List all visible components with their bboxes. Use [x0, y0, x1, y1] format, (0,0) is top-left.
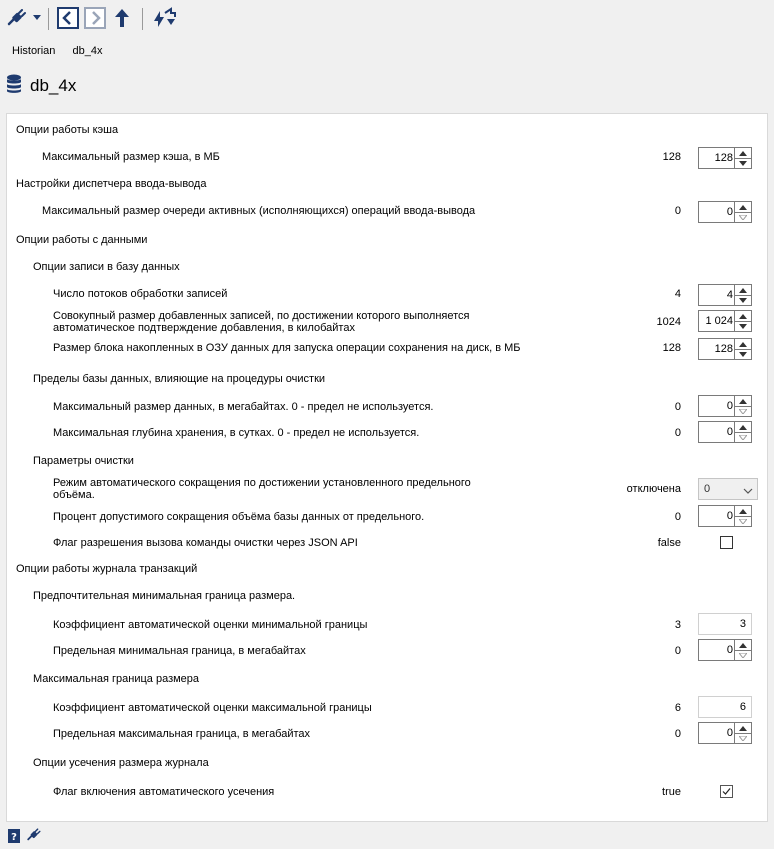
setting-current-value: 0	[674, 205, 681, 217]
setting-current-value: 0	[674, 728, 681, 740]
spin-arrows	[734, 640, 751, 660]
setting-label: Флаг включения автоматического усечения	[53, 786, 275, 798]
cache-size-spinbox[interactable]	[698, 147, 752, 169]
setting-current-value: 1024	[656, 316, 681, 328]
status-bar	[0, 824, 774, 849]
spin-down-icon[interactable]	[735, 295, 751, 305]
arrow-right-icon[interactable]	[82, 6, 108, 30]
setting-label: Флаг разрешения вызова команды очистки через JSON API	[53, 537, 358, 549]
chevron-down-icon[interactable]	[743, 485, 753, 497]
setting-current-value: отключена	[626, 483, 681, 495]
setting-current-value: 128	[662, 342, 681, 354]
spin-value[interactable]: 0	[726, 426, 733, 438]
group-label: Максимальная граница размера	[33, 673, 200, 685]
spin-value[interactable]: 1 024	[705, 315, 733, 327]
setting-label: Максимальный размер очереди активных (исполняющихся) операций ввода-вывода	[42, 205, 476, 217]
toolbar-separator	[142, 8, 143, 30]
spin-arrows	[734, 422, 751, 442]
plug-icon[interactable]	[26, 827, 42, 846]
spin-arrows	[734, 723, 751, 743]
input-value[interactable]: 6	[739, 701, 746, 713]
group-label: Предпочтительная минимальная граница размера.	[33, 590, 296, 602]
setting-label: Режим автоматического сокращения по достижении установленного предельного	[53, 477, 471, 489]
spin-arrows	[734, 202, 751, 222]
setting-current-value: 4	[674, 288, 681, 300]
min-coef-input[interactable]	[698, 613, 752, 635]
group-label: Опции усечения размера журнала	[33, 757, 209, 769]
spin-value[interactable]: 128	[714, 343, 733, 355]
setting-label: Коэффициент автоматической оценки минимальной границы	[53, 619, 368, 631]
help-icon[interactable]	[8, 829, 20, 846]
shrink-mode-select[interactable]	[698, 478, 758, 500]
json-api-cleanup-checkbox[interactable]	[720, 536, 733, 549]
max-coef-input[interactable]	[698, 696, 752, 718]
setting-current-value: 0	[674, 427, 681, 439]
toolbar-separator	[48, 8, 49, 30]
max-data-size-spinbox[interactable]	[698, 395, 752, 417]
spin-value[interactable]: 0	[726, 206, 733, 218]
spin-value[interactable]: 0	[726, 400, 733, 412]
breadcrumb-item[interactable]: db_4x	[72, 45, 103, 57]
spin-down-icon[interactable]	[735, 733, 751, 743]
spin-arrows	[734, 339, 751, 359]
lightning-refresh-icon[interactable]	[150, 6, 178, 30]
spin-down-icon[interactable]	[735, 432, 751, 442]
plug-icon[interactable]	[4, 6, 30, 30]
max-retention-spinbox[interactable]	[698, 421, 752, 443]
spin-arrows	[734, 148, 751, 168]
spin-value[interactable]: 0	[726, 510, 733, 522]
spin-arrows	[734, 506, 751, 526]
shrink-percent-spinbox[interactable]	[698, 505, 752, 527]
setting-current-value: 0	[674, 645, 681, 657]
setting-label: Совокупный размер добавленных записей, по достижении которого выполняется	[53, 310, 470, 322]
breadcrumb-item[interactable]: Historian	[12, 45, 56, 57]
svg-text:?: ?	[11, 832, 17, 843]
spin-value[interactable]: 0	[726, 644, 733, 656]
threads-spinbox[interactable]	[698, 284, 752, 306]
group-label: Опции записи в базу данных	[33, 261, 180, 273]
setting-label: Максимальная глубина хранения, в сутках. 0 - предел не используется.	[53, 427, 420, 439]
setting-current-value: true	[662, 786, 681, 798]
group-label: Опции работы с данными	[16, 234, 148, 246]
arrow-up-icon[interactable]	[109, 6, 135, 30]
setting-label: Число потоков обработки записей	[53, 288, 228, 300]
setting-current-value: 3	[674, 619, 681, 631]
setting-label-line2: автоматическое подтверждение добавления, в килобайтах	[53, 322, 355, 334]
setting-current-value: 128	[662, 151, 681, 163]
database-icon	[6, 74, 22, 97]
arrow-left-icon[interactable]	[55, 6, 81, 30]
group-label: Опции работы журнала транзакций	[16, 563, 198, 575]
spin-down-icon[interactable]	[735, 321, 751, 331]
setting-current-value: 0	[674, 401, 681, 413]
group-label: Опции работы кэша	[16, 124, 119, 136]
setting-label: Коэффициент автоматической оценки максимальной границы	[53, 702, 372, 714]
chevron-down-icon[interactable]	[31, 6, 43, 30]
toolbar	[0, 0, 774, 38]
io-queue-spinbox[interactable]	[698, 201, 752, 223]
page-header	[6, 74, 76, 97]
setting-label-line2: объёма.	[53, 489, 95, 501]
block-size-spinbox[interactable]	[698, 338, 752, 360]
spin-value[interactable]: 128	[714, 152, 733, 164]
max-bound-spinbox[interactable]	[698, 722, 752, 744]
check-icon	[721, 786, 732, 797]
setting-label: Предельная максимальная граница, в мегабайтах	[53, 728, 311, 740]
setting-label: Максимальный размер кэша, в МБ	[42, 151, 220, 163]
breadcrumb	[12, 45, 116, 57]
spin-arrows	[734, 285, 751, 305]
group-label: Параметры очистки	[33, 455, 134, 467]
spin-down-icon[interactable]	[735, 349, 751, 359]
min-bound-spinbox[interactable]	[698, 639, 752, 661]
setting-current-value: 6	[674, 702, 681, 714]
group-label: Пределы базы данных, влияющие на процедуры очистки	[33, 373, 326, 385]
spin-arrows	[734, 311, 751, 331]
spin-arrows	[734, 396, 751, 416]
setting-current-value: false	[657, 537, 681, 549]
setting-label: Размер блока накопленных в ОЗУ данных для запуска операции сохранения на диск, в МБ	[53, 342, 521, 354]
group-label: Настройки диспетчера ввода-вывода	[16, 178, 207, 190]
setting-current-value: 0	[674, 511, 681, 523]
spin-value[interactable]: 4	[726, 289, 733, 301]
select-value[interactable]: 0	[704, 483, 711, 495]
auto-truncate-checkbox[interactable]	[720, 785, 733, 798]
commit-size-spinbox[interactable]	[698, 310, 752, 332]
setting-label: Максимальный размер данных, в мегабайтах. 0 - предел не используется.	[53, 401, 434, 413]
setting-label: Предельная минимальная граница, в мегабайтах	[53, 645, 306, 657]
spin-down-icon[interactable]	[735, 406, 751, 416]
settings-panel	[6, 113, 768, 822]
spin-value[interactable]: 0	[726, 727, 733, 739]
spin-down-icon[interactable]	[735, 650, 751, 660]
setting-label: Процент допустимого сокращения объёма базы данных от предельного.	[53, 511, 425, 523]
spin-down-icon[interactable]	[735, 212, 751, 222]
spin-down-icon[interactable]	[735, 158, 751, 168]
input-value[interactable]: 3	[739, 618, 746, 630]
page-title: db_4x	[30, 75, 77, 95]
spin-down-icon[interactable]	[735, 516, 751, 526]
